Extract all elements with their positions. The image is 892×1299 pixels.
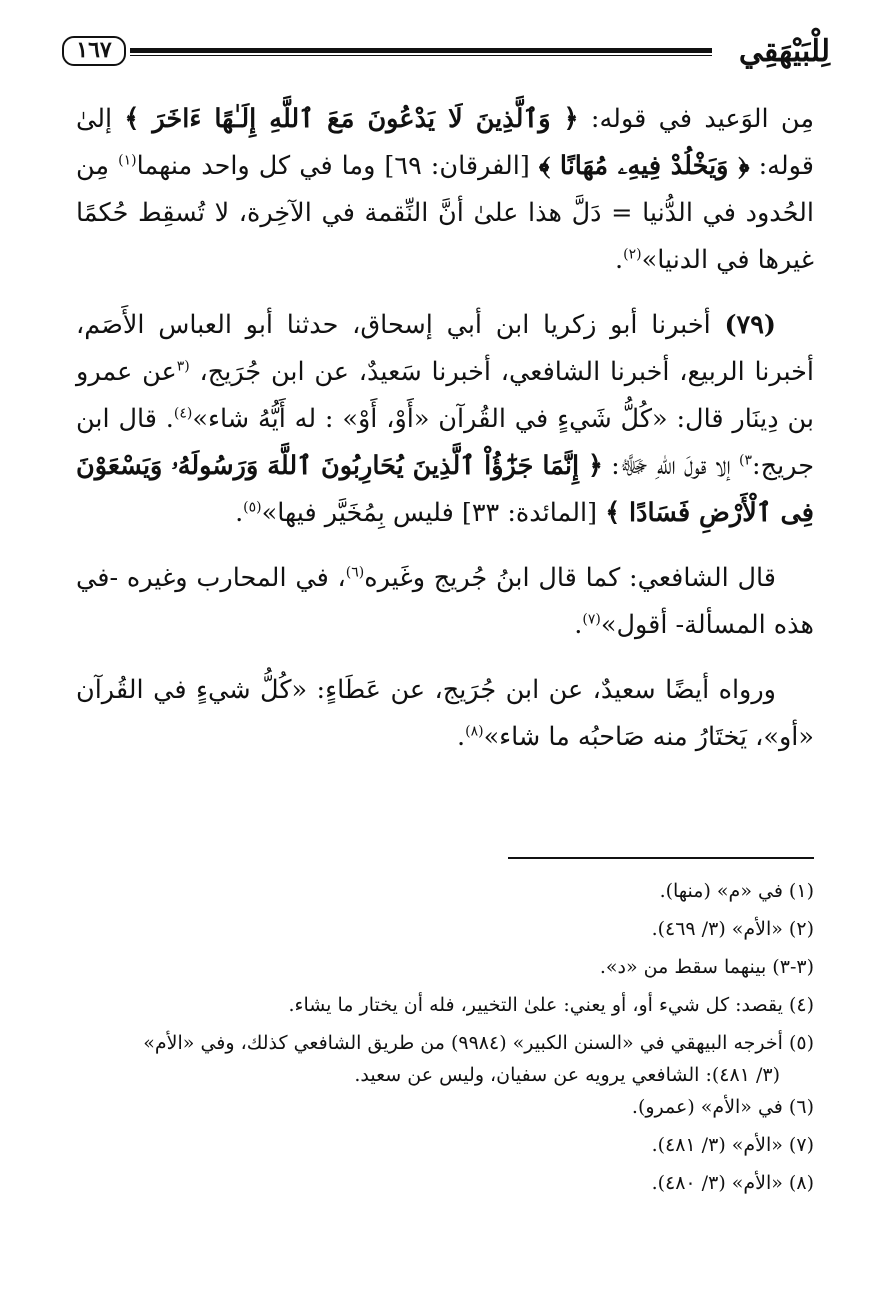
footnote [76,1126,814,1164]
footnote-marker: (٣ [176,358,190,375]
footnote-marker: (١) [118,152,137,169]
text-segment: أخبرنا أبو زكريا ابن أبي إسحاق، حدثنا أبو العباس الأَصَم، أخبرنا الربيع، أخبرنا الشافعي، أخبرنا سَعيدٌ، عن ابن جُرَيج، [76,310,814,387]
footnote-text: (٥) أخرجه البيهقي في «السنن الكبير» (٩٩٨٤) من طريق الشافعي كذلك، وفي «الأم» [143,1032,814,1054]
footnote-separator [508,857,814,859]
footnote [76,948,814,986]
footnote [76,986,814,1024]
text-segment: [الفرقان: ٦٩] وما في كل واحد منهما [136,151,539,181]
text-segment: . [615,245,624,275]
quran-verse: ﴿ إِنَّمَا جَزَٰٓؤُاْ ٱلَّذِينَ يُحَارِبُونَ ٱللَّهَ وَرَسُولَهُۥ وَيَسْعَوْنَ فِى ٱلْأَرْضِ فَسَادًا ﴾ [76,451,814,528]
footnote-marker: (٢) [623,246,642,263]
paragraph [76,96,814,284]
footnote [76,910,814,948]
footnote-marker: (٧) [582,611,601,628]
text-segment: . [456,722,466,752]
quran-verse: ﴿ وَيَخْلُدْ فِيهِۦ مُهَانًا ﴾ [538,151,750,181]
footnote [76,872,814,910]
footnote [76,1164,814,1202]
footnote [76,1088,814,1126]
footnote-marker: (٤) [173,405,193,422]
text-segment: مِن الحُدود في الدُّنيا = دَلَّ هذا علىٰ أنَّ النِّقمة في الآخِرة، لا تُسقِط حُكمًا غيرها في الدنيا» [76,151,814,275]
footnote [76,1024,814,1062]
text-segment: ورواه أيضًا سعيدٌ، عن ابن جُرَيج، عن عَطَاءٍ: «كُلُّ شيءٍ في القُرآن «أو»، يَختَارُ منه صَاحبُه ما شاء» [76,675,814,752]
text-segment: . [235,498,244,528]
hadith-number: (٧٩) [724,310,776,340]
footnote-marker: (٦) [345,564,365,581]
text-segment: مِن الوَعيد في قوله: [578,104,815,134]
footnote-text: (٨) «الأم» (٣/ ٤٨٠). [651,1172,814,1194]
text-segment: . قال ابن جريج: [76,404,814,481]
paragraph [76,302,814,537]
footnote-text: (٧) «الأم» (٣/ ٤٨١). [651,1134,814,1156]
footnote-marker: ٣) [739,452,753,469]
page-header [62,30,830,78]
text-segment: ، في المحارب وغيره -في هذه المسألة- أقول» [76,563,814,640]
header-rule [130,48,712,53]
footnote-text: (٢) «الأم» (٣/ ٤٦٩). [651,918,814,940]
footnote-text: (١) في «م» (منها). [659,880,814,902]
text-segment: عن عمرو بن دِينَار قال: «كُلُّ شَيءٍ في القُرآن «أَوْ، أَوْ» : له أَيُّهُ شاء» [76,357,814,434]
main-text [76,96,814,779]
text-segment: [المائدة: ٣٣] فليس بِمُخَيَّر فيها» [261,498,606,528]
footnote-text: (٣-٣) بينهما سقط من «د». [599,956,814,978]
footnote-marker: (٨) [465,723,484,740]
text-segment: إلا قولَ اللهِ ﷻ: [602,451,740,481]
paragraph [76,555,814,649]
quran-verse: ﴿ وَٱلَّذِينَ لَا يَدْعُونَ مَعَ ٱللَّهِ إِلَـٰهًا ءَاخَرَ ﴾ [124,104,579,134]
header-rule-thin [130,55,712,56]
footnote-marker: (٥) [243,499,262,516]
footnotes [76,872,814,1202]
text-segment: قال الشافعي: كما قال ابنُ جُريج وغَيره [364,563,776,593]
footnote-continuation: (٣/ ٤٨١): الشافعي يرويه عن سفيان، وليس عن سعيد. [354,1064,780,1086]
footnote-text: (٦) في «الأم» (عمرو). [631,1096,814,1118]
running-title: لِلْبَيْهَقِي [738,34,830,69]
paragraph [76,667,814,761]
text-segment: إلىٰ قوله: [76,104,814,181]
page-number: ١٦٧ [62,36,126,66]
text-segment: . [574,610,583,640]
footnote-text: (٤) يقصد: كل شيء أو، أو يعني: علىٰ التخيير، فله أن يختار ما يشاء. [288,994,814,1016]
